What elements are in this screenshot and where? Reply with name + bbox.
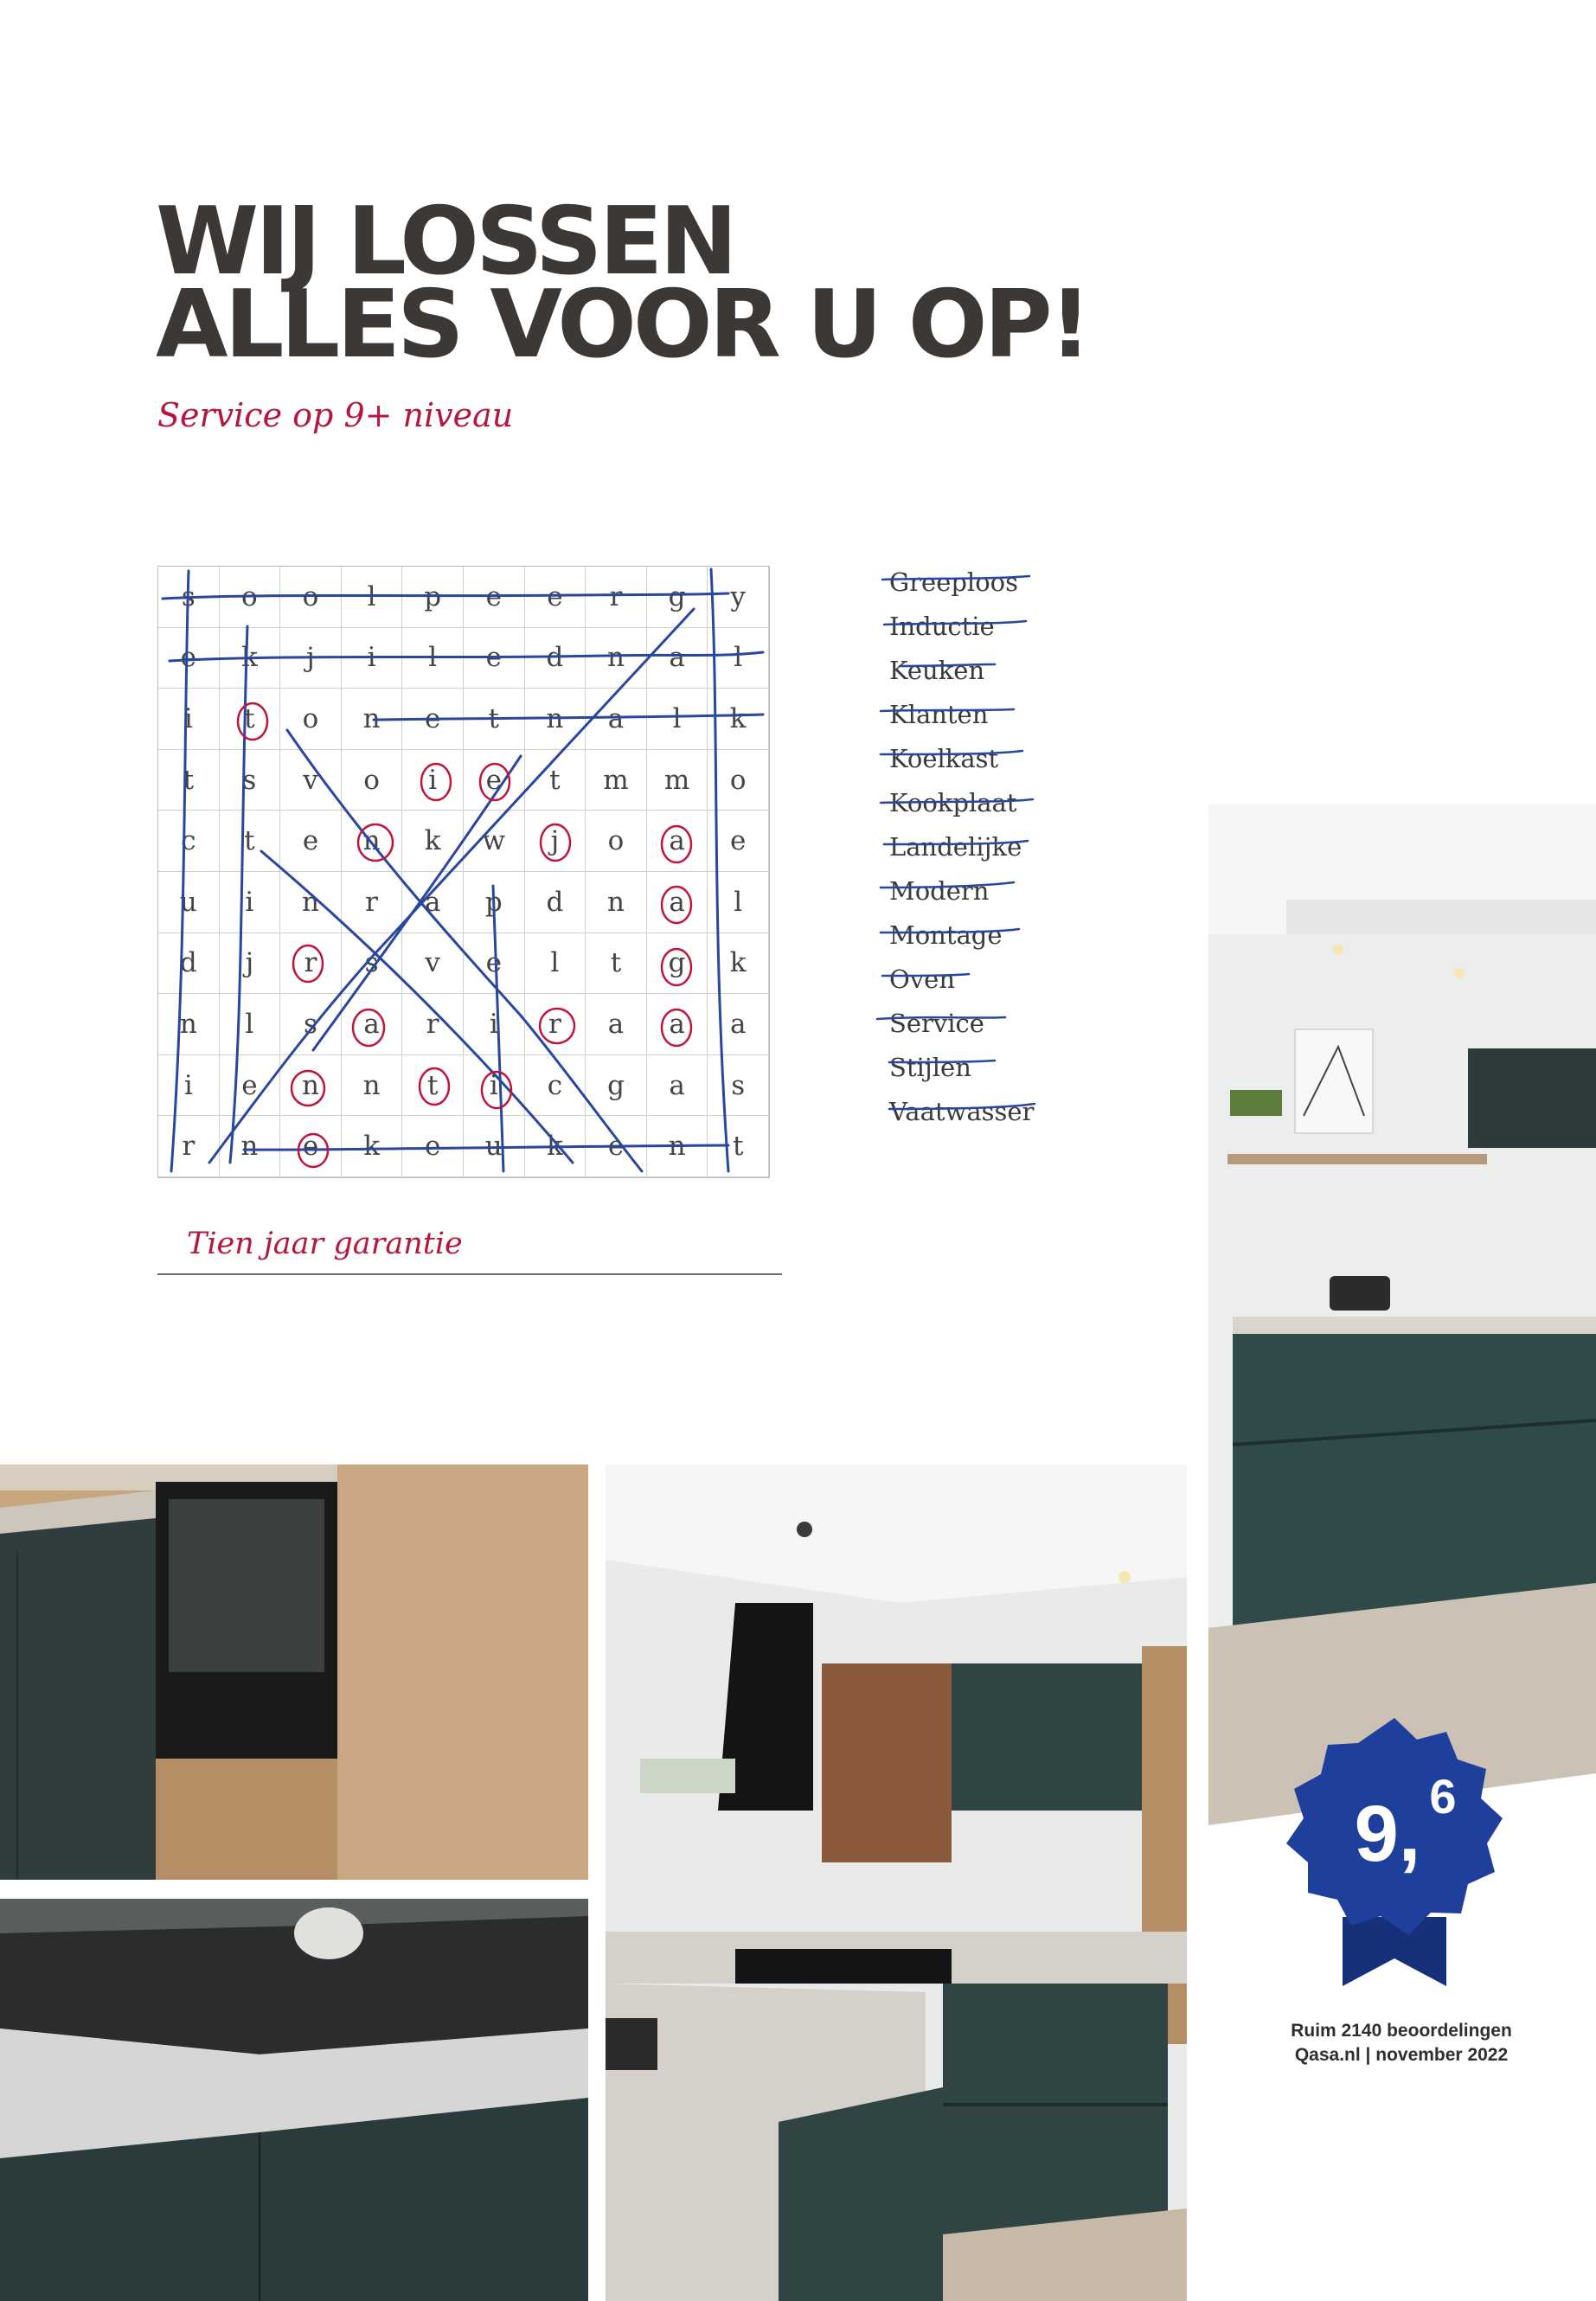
grid-cell: s [342,933,403,995]
subtitle: Service op 9+ niveau [157,396,514,434]
word-list-item: Keuken [889,656,985,685]
grid-cell: u [464,1116,525,1177]
grid-cell: k [525,1116,586,1177]
grid-cell: t [708,1116,769,1177]
grid-cell: e [220,1055,281,1117]
rating-caption [1228,2019,1574,2067]
grid-cell: i [220,872,281,933]
grid-cell: d [158,933,220,995]
grid-cell: v [280,750,342,811]
guarantee-divider [157,1273,782,1275]
grid-cell: s [280,994,342,1055]
grid-cell: a [402,872,464,933]
kitchen-photo-oven [0,1465,588,1880]
grid-cell: o [280,567,342,628]
grid-cell: g [586,1055,647,1117]
grid-cell: a [647,628,708,689]
word-list-item: Service [889,1009,984,1038]
grid-cell: n [220,1116,281,1177]
grid-cell: o [342,750,403,811]
grid-cell: a [647,1055,708,1117]
page-headline [156,188,1088,379]
headline-line-2: ALLES VOOR U OP! [156,271,1088,379]
grid-cell: t [220,811,281,872]
grid-cell: k [708,933,769,995]
grid-cell: j [280,628,342,689]
grid-cell: s [708,1055,769,1117]
grid-cell: e [586,1116,647,1177]
grid-cell: l [708,872,769,933]
grid-cell: d [525,872,586,933]
grid-cell: t [220,689,281,750]
rating-score-decimal: 6 [1429,1769,1457,1823]
grid-cell: r [158,1116,220,1177]
grid-cell: n [342,1055,403,1117]
grid-cell: p [402,567,464,628]
grid-cell: r [280,933,342,995]
grid-cell: e [280,811,342,872]
rating-caption-line-1: Ruim 2140 beoordelingen [1291,2021,1512,2041]
word-list-item: Stijlen [889,1053,971,1082]
grid-cell: i [464,1055,525,1117]
grid-cell: a [647,994,708,1055]
grid-cell: p [464,872,525,933]
grid-cell: c [158,811,220,872]
grid-cell: s [220,750,281,811]
grid-cell: i [464,994,525,1055]
grid-cell: k [342,1116,403,1177]
grid-cell: a [586,689,647,750]
grid-cell: v [402,933,464,995]
grid-cell: a [708,994,769,1055]
grid-cell: d [525,628,586,689]
grid-cell: t [525,750,586,811]
grid-cell: a [647,872,708,933]
grid-cell: g [647,567,708,628]
headline-line-1: WIJ LOSSEN [156,188,734,296]
grid-cell: a [586,994,647,1055]
grid-cell: n [342,811,403,872]
grid-cell: e [464,567,525,628]
grid-cell: n [158,994,220,1055]
word-list-item: Greeploos [889,567,1018,597]
grid-cell: e [464,750,525,811]
word-list-item: Klanten [889,700,989,729]
grid-cell: o [220,567,281,628]
grid-cell: e [464,933,525,995]
grid-cell: n [647,1116,708,1177]
guarantee-text: Tien jaar garantie [187,1227,463,1261]
grid-cell: e [402,689,464,750]
grid-cell: u [158,872,220,933]
grid-cell: n [280,1055,342,1117]
grid-cell: t [158,750,220,811]
grid-cell: n [586,628,647,689]
grid-cell: i [158,689,220,750]
grid-cell: e [158,628,220,689]
grid-cell: n [525,689,586,750]
grid-cell: y [708,567,769,628]
grid-cell: m [647,750,708,811]
word-list-item: Inductie [889,612,995,641]
grid-cell: k [402,811,464,872]
kitchen-photo-hob [0,1899,588,2301]
grid-cell: r [525,994,586,1055]
grid-cell: j [220,933,281,995]
grid-cell: s [158,567,220,628]
grid-cell: e [280,1116,342,1177]
word-list-item: Oven [889,965,955,994]
grid-cell: r [402,994,464,1055]
rating-caption-line-2: Qasa.nl | november 2022 [1294,2045,1509,2065]
grid-cell: i [342,628,403,689]
word-list-item: Koelkast [889,744,999,773]
grid-cell: k [220,628,281,689]
word-list-item: Modern [889,876,990,906]
grid-cell: e [708,811,769,872]
word-list-item: Kookplaat [889,788,1017,817]
kitchen-photo-tall [1208,804,1596,1825]
grid-cell: r [342,872,403,933]
grid-cell: k [708,689,769,750]
grid-cell: l [402,628,464,689]
grid-cell: a [647,811,708,872]
kitchen-photo-lshape [606,1465,1187,2301]
grid-cell: l [342,567,403,628]
grid-cell: t [464,689,525,750]
grid-cell: c [525,1055,586,1117]
grid-cell: e [402,1116,464,1177]
grid-cell: o [280,689,342,750]
word-list [889,561,1034,1134]
grid-cell: g [647,933,708,995]
grid-cell: o [708,750,769,811]
grid-cell: t [402,1055,464,1117]
rating-score: 9, [1354,1790,1421,1878]
grid-cell: o [586,811,647,872]
grid-cell: n [586,872,647,933]
rating-badge [1273,1718,1516,1986]
grid-cell: l [220,994,281,1055]
grid-cell: m [586,750,647,811]
grid-cell: i [402,750,464,811]
grid-cell: w [464,811,525,872]
grid-cell: l [708,628,769,689]
grid-cell: i [158,1055,220,1117]
grid-cell: l [525,933,586,995]
word-list-item: Vaatwasser [889,1097,1035,1126]
grid-cell: r [586,567,647,628]
grid-cell: j [525,811,586,872]
grid-cell: t [586,933,647,995]
grid-cell: n [342,689,403,750]
grid-cell: a [342,994,403,1055]
grid-cell: l [647,689,708,750]
word-search-grid [157,566,770,1178]
grid-cell: n [280,872,342,933]
word-list-item: Montage [889,920,1003,950]
grid-cell: e [464,628,525,689]
word-list-item: Landelijke [889,832,1022,862]
badge-ribbon [1343,1917,1446,1986]
grid-cell: e [525,567,586,628]
